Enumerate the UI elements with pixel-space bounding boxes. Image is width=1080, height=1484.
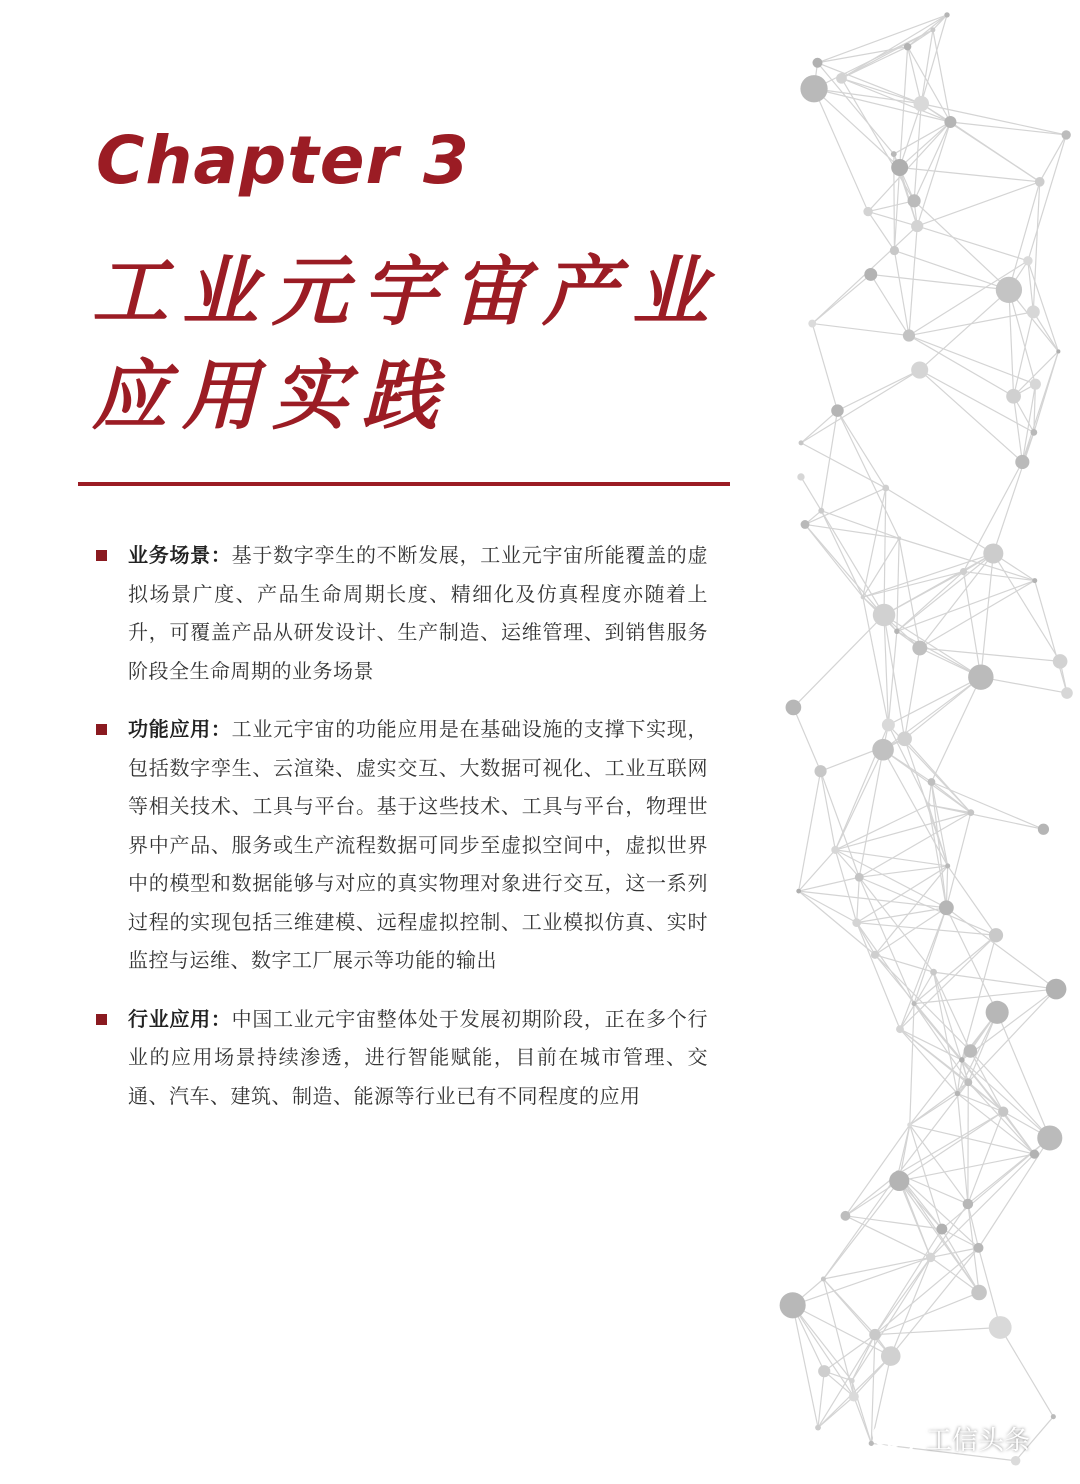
network-node bbox=[808, 320, 816, 328]
network-line bbox=[908, 15, 947, 47]
network-line bbox=[863, 488, 886, 597]
network-node bbox=[841, 1211, 851, 1221]
network-node bbox=[1032, 578, 1037, 583]
network-node bbox=[1046, 979, 1067, 1000]
network-node bbox=[1061, 687, 1073, 699]
wechat-icon bbox=[872, 1420, 916, 1456]
network-line bbox=[793, 1257, 931, 1305]
network-line bbox=[934, 972, 958, 1093]
network-line bbox=[841, 78, 921, 103]
network-line bbox=[793, 707, 820, 771]
network-node bbox=[890, 246, 899, 255]
network-line bbox=[817, 63, 893, 154]
network-line bbox=[917, 182, 1040, 226]
network-node bbox=[1030, 1149, 1039, 1158]
network-line bbox=[814, 89, 900, 168]
network-node bbox=[1030, 379, 1041, 390]
network-node bbox=[780, 1292, 806, 1318]
chapter-title-line1: 工业元宇宙产业 bbox=[92, 247, 722, 336]
network-line bbox=[993, 554, 1060, 662]
network-line bbox=[909, 226, 917, 335]
network-node bbox=[882, 718, 895, 731]
network-line bbox=[884, 615, 981, 677]
network-node bbox=[799, 440, 804, 445]
bullet-square-icon bbox=[96, 1014, 107, 1025]
chapter-title-line2: 应用实践 bbox=[92, 351, 452, 440]
network-node bbox=[904, 43, 911, 50]
network-node bbox=[897, 536, 901, 540]
network-node bbox=[891, 151, 897, 157]
network-node bbox=[964, 1078, 972, 1086]
network-line bbox=[812, 324, 837, 411]
network-line bbox=[920, 290, 1009, 370]
network-node bbox=[1035, 177, 1045, 187]
network-line bbox=[812, 274, 871, 323]
network-node bbox=[796, 889, 801, 894]
network-line bbox=[801, 477, 821, 511]
network-line bbox=[910, 1094, 958, 1125]
network-node bbox=[797, 473, 804, 480]
network-node bbox=[896, 1025, 904, 1033]
bullet-square-icon bbox=[96, 724, 107, 735]
network-node bbox=[959, 1057, 965, 1063]
network-node bbox=[881, 1346, 901, 1366]
network-node bbox=[836, 73, 847, 84]
network-line bbox=[910, 1125, 942, 1229]
network-line bbox=[835, 813, 970, 850]
source-watermark bbox=[872, 1418, 1030, 1458]
network-node bbox=[926, 1253, 936, 1263]
network-line bbox=[910, 1012, 997, 1125]
network-line bbox=[888, 677, 980, 725]
network-line bbox=[799, 891, 857, 923]
network-node bbox=[889, 1171, 909, 1191]
network-node bbox=[974, 1243, 984, 1253]
network-line bbox=[931, 677, 980, 782]
network-node bbox=[971, 1285, 987, 1301]
network-node bbox=[863, 207, 872, 216]
network-line bbox=[897, 554, 993, 632]
network-line bbox=[914, 201, 1009, 290]
network-line bbox=[910, 1004, 914, 1125]
network-node bbox=[1015, 455, 1029, 469]
network-line bbox=[891, 1257, 931, 1356]
network-node bbox=[849, 1392, 859, 1402]
network-node bbox=[815, 765, 827, 777]
network-node bbox=[1053, 654, 1068, 669]
network-line bbox=[821, 771, 860, 877]
network-line bbox=[799, 850, 836, 891]
network-line bbox=[868, 201, 914, 212]
network-line bbox=[801, 443, 886, 488]
bullet-body: 中国工业元宇宙整体处于发展初期阶段，正在多个行业的应用场景持续渗透，进行智能赋能，目前在城市管理、交通、汽车、建筑、制造、能源等行业已有不同程度的应用 bbox=[128, 1006, 709, 1108]
network-node bbox=[818, 508, 824, 514]
network-line bbox=[817, 47, 907, 63]
network-line bbox=[835, 750, 883, 850]
network-node bbox=[912, 641, 927, 656]
network-node bbox=[989, 1316, 1012, 1339]
network-line bbox=[981, 677, 1067, 693]
network-line bbox=[818, 1397, 854, 1428]
network-node bbox=[914, 96, 929, 111]
network-line bbox=[863, 538, 899, 597]
network-line bbox=[981, 554, 993, 678]
chapter-title bbox=[92, 240, 722, 448]
network-node bbox=[801, 520, 810, 529]
network-node bbox=[1023, 256, 1032, 265]
network-line bbox=[868, 212, 894, 251]
network-node bbox=[815, 1425, 821, 1431]
network-node bbox=[996, 277, 1022, 303]
network-line bbox=[799, 771, 821, 891]
network-line bbox=[897, 631, 981, 677]
network-line bbox=[857, 923, 900, 1030]
network-node bbox=[930, 969, 937, 976]
network-line bbox=[859, 813, 971, 878]
network-line bbox=[801, 411, 837, 443]
network-line bbox=[979, 1138, 1050, 1248]
bullet-item-functional-applications bbox=[96, 710, 708, 980]
network-line bbox=[908, 47, 922, 104]
network-node bbox=[861, 595, 865, 599]
network-line bbox=[1040, 135, 1066, 182]
network-node bbox=[1056, 349, 1060, 353]
network-line bbox=[812, 324, 909, 336]
network-line bbox=[1033, 312, 1058, 352]
network-line bbox=[875, 1248, 979, 1335]
network-node bbox=[1030, 429, 1037, 436]
bullet-body: 工业元宇宙的功能应用是在基础设施的支撑下实现，包括数字孪生、云渲染、虚实交互、大数据可视化、工业互联网等相关技术、工具与平台。基于这些技术、工具与平台，物理世界中产品、服务或生产流程数据可同步至虚拟空间中，虚拟世界中的模型和数据能够与对应的真实物理对象进行交互，这一系列过程的实现包括三维建模、远程虚拟控制、工业模拟仿真、实时监控与运维、数字工厂展示等功能的输出 bbox=[128, 717, 709, 972]
network-line bbox=[823, 1181, 899, 1279]
network-node bbox=[960, 568, 967, 575]
network-line bbox=[857, 866, 948, 923]
network-node bbox=[936, 1224, 947, 1235]
network-line bbox=[900, 935, 996, 1029]
network-node bbox=[907, 1122, 912, 1127]
network-line bbox=[841, 47, 907, 79]
network-node bbox=[800, 75, 827, 102]
network-node bbox=[894, 629, 899, 634]
network-node bbox=[1051, 1414, 1056, 1419]
network-line bbox=[801, 370, 920, 443]
network-line bbox=[859, 866, 947, 877]
network-node bbox=[1006, 389, 1021, 404]
network-node bbox=[944, 116, 956, 128]
network-node bbox=[928, 778, 936, 786]
network-node bbox=[926, 803, 930, 807]
network-line bbox=[886, 488, 994, 553]
network-line bbox=[957, 1094, 967, 1204]
network-line bbox=[964, 572, 981, 678]
network-node bbox=[989, 928, 1003, 942]
network-line bbox=[835, 805, 928, 850]
network-line bbox=[891, 1248, 979, 1356]
network-line bbox=[914, 989, 1056, 1004]
network-node bbox=[912, 1001, 917, 1006]
network-line bbox=[854, 1397, 871, 1444]
network-node bbox=[963, 1199, 973, 1209]
network-line bbox=[1014, 396, 1023, 462]
network-line bbox=[900, 168, 1040, 182]
network-line bbox=[905, 739, 971, 813]
network-node bbox=[986, 1001, 1009, 1024]
network-line bbox=[905, 648, 920, 739]
network-node bbox=[911, 362, 928, 379]
network-line bbox=[875, 908, 946, 955]
network-line bbox=[875, 1327, 1000, 1334]
network-line bbox=[968, 1082, 1003, 1111]
network-node bbox=[939, 900, 954, 915]
network-line bbox=[859, 750, 883, 878]
network-node bbox=[897, 732, 912, 747]
bullet-heading: 业务场景： bbox=[128, 543, 232, 567]
bullet-square-icon bbox=[96, 550, 107, 561]
network-line bbox=[934, 972, 1057, 989]
network-line bbox=[837, 411, 885, 488]
network-line bbox=[993, 432, 1034, 553]
network-node bbox=[855, 873, 864, 882]
network-node bbox=[998, 1106, 1008, 1116]
network-node bbox=[818, 1365, 830, 1377]
bullet-item-business-scenarios bbox=[96, 536, 708, 690]
network-node bbox=[849, 1378, 854, 1383]
network-line bbox=[931, 782, 1043, 829]
network-node bbox=[945, 863, 950, 868]
network-node bbox=[955, 1091, 960, 1096]
network-line bbox=[793, 615, 884, 707]
bullet-list bbox=[96, 536, 708, 1135]
network-node bbox=[1062, 130, 1071, 139]
network-line bbox=[921, 30, 933, 104]
network-node bbox=[812, 58, 822, 68]
network-node bbox=[983, 543, 1003, 563]
network-line bbox=[857, 908, 947, 923]
network-node bbox=[967, 809, 974, 816]
network-line bbox=[931, 782, 970, 813]
network-node bbox=[1027, 305, 1040, 318]
title-divider bbox=[78, 482, 730, 486]
network-line bbox=[799, 877, 860, 891]
network-node bbox=[831, 404, 843, 416]
bullet-heading: 功能应用： bbox=[128, 717, 232, 741]
bullet-item-industry-applications bbox=[96, 1000, 708, 1116]
network-node bbox=[872, 739, 894, 761]
network-node bbox=[1038, 824, 1049, 835]
network-line bbox=[946, 908, 1056, 989]
network-decoration bbox=[770, 0, 1080, 1484]
network-line bbox=[821, 771, 836, 850]
watermark-text: 工信头条 bbox=[926, 1425, 1031, 1456]
bullet-body: 基于数字孪生的不断发展，工业元宇宙所能覆盖的虚拟场景广度、产品生命周期长度、精细化及仿真程度亦随着上升，可覆盖产品从研发设计、生产制造、运维管理、到销售服务阶段全生命周期的业务场景 bbox=[128, 543, 709, 683]
network-node bbox=[930, 27, 935, 32]
network-node bbox=[852, 918, 861, 927]
network-node bbox=[968, 664, 993, 689]
network-node bbox=[786, 700, 802, 716]
network-line bbox=[837, 370, 919, 411]
network-node bbox=[911, 220, 923, 232]
network-node bbox=[873, 604, 895, 626]
network-line bbox=[1022, 351, 1058, 462]
network-line bbox=[814, 89, 868, 212]
network-line bbox=[821, 511, 884, 615]
bullet-heading: 行业应用： bbox=[128, 1006, 232, 1031]
network-line bbox=[931, 1257, 979, 1292]
network-line bbox=[1028, 135, 1066, 261]
network-node bbox=[864, 268, 877, 281]
network-line bbox=[957, 989, 1056, 1093]
network-line bbox=[1000, 1327, 1053, 1416]
network-line bbox=[857, 877, 860, 922]
network-line bbox=[1035, 581, 1067, 693]
network-line bbox=[920, 370, 1023, 462]
network-line bbox=[868, 212, 917, 227]
network-line bbox=[920, 581, 1035, 648]
network-line bbox=[928, 805, 1043, 829]
network-line bbox=[997, 1012, 1050, 1138]
network-node bbox=[903, 329, 915, 341]
network-node bbox=[882, 485, 889, 492]
network-node bbox=[908, 194, 921, 207]
network-line bbox=[905, 677, 981, 739]
network-line bbox=[962, 1060, 1050, 1138]
network-node bbox=[821, 1276, 826, 1281]
network-node bbox=[891, 159, 908, 176]
network-node bbox=[869, 1329, 880, 1340]
network-line bbox=[884, 572, 963, 615]
chapter-label: Chapter 3 bbox=[96, 122, 470, 199]
network-node bbox=[831, 846, 839, 854]
network-line bbox=[900, 1029, 957, 1093]
network-line bbox=[824, 1335, 875, 1372]
network-line bbox=[875, 1229, 942, 1335]
network-node bbox=[944, 12, 949, 17]
network-node bbox=[871, 951, 879, 959]
network-node bbox=[964, 1044, 977, 1057]
network-node bbox=[1037, 1125, 1062, 1150]
